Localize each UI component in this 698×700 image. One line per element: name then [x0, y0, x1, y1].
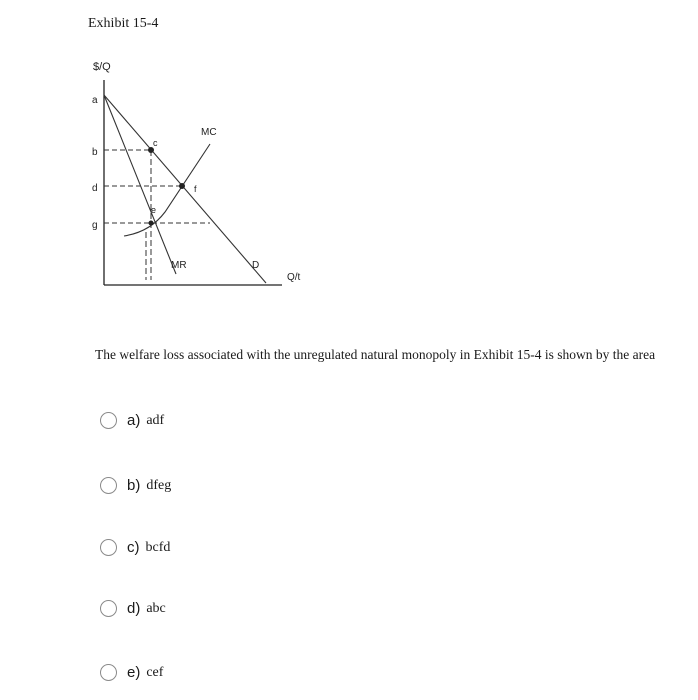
option-b-text: dfeg: [146, 477, 172, 493]
option-d-text: abc: [146, 600, 166, 616]
x-axis-label: Q/t: [287, 272, 301, 283]
option-d-letter: d): [127, 600, 141, 617]
option-b[interactable]: [100, 477, 171, 494]
monopoly-graph: [0, 0, 698, 300]
radio-d[interactable]: [100, 600, 117, 617]
label-mr: MR: [171, 260, 187, 271]
point-f: [179, 183, 185, 189]
label-d: d: [92, 183, 98, 194]
label-g: g: [92, 220, 98, 231]
demand-curve: [104, 95, 266, 283]
radio-a[interactable]: [100, 412, 117, 429]
radio-b[interactable]: [100, 477, 117, 494]
option-a[interactable]: [100, 412, 164, 429]
question-text: The welfare loss associated with the unregulated natural monopoly in Exhibit 15-4 is shown by the area: [95, 347, 656, 362]
exhibit-title: Exhibit 15-4: [88, 16, 159, 31]
label-b: b: [92, 147, 98, 158]
option-e[interactable]: [100, 664, 163, 681]
point-e: [149, 221, 154, 226]
radio-c[interactable]: [100, 539, 117, 556]
option-c[interactable]: [100, 539, 170, 556]
label-demand: D: [252, 260, 260, 271]
option-d[interactable]: [100, 600, 166, 617]
option-c-letter: c): [127, 539, 140, 556]
label-mc: MC: [201, 127, 217, 138]
option-e-text: cef: [146, 664, 164, 680]
label-c: c: [153, 138, 158, 148]
label-f: f: [194, 184, 197, 194]
mc-curve: [124, 144, 210, 236]
option-a-text: adf: [146, 412, 165, 428]
label-e: e: [151, 205, 157, 215]
label-a: a: [92, 95, 98, 106]
radio-e[interactable]: [100, 664, 117, 681]
mr-curve: [104, 95, 176, 274]
option-b-letter: b): [127, 477, 141, 494]
option-c-text: bcfd: [145, 539, 171, 555]
option-a-letter: a): [127, 412, 141, 429]
option-e-letter: e): [127, 664, 141, 681]
y-axis-label: $/Q: [93, 61, 111, 73]
